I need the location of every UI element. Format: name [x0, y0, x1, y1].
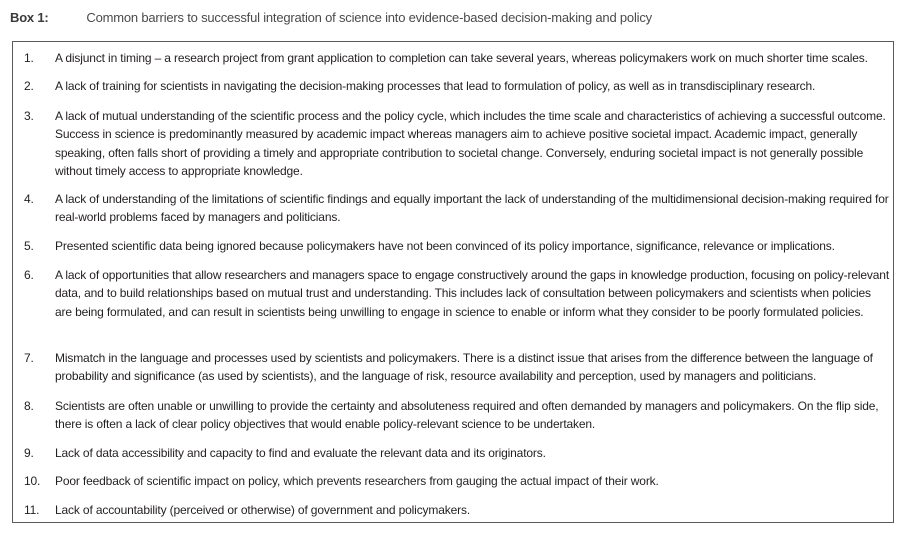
item-number: 8. — [24, 399, 34, 413]
item-number: 3. — [24, 109, 34, 123]
list-item — [13, 266, 893, 321]
item-number: 2. — [24, 79, 34, 93]
item-number: 7. — [24, 351, 34, 365]
item-number: 9. — [24, 446, 34, 460]
item-text: A lack of mutual understanding of the scientific process and the policy cycle, which includes the time scale and characteristics of achieving a successful outcome. Success in science is predominantly measured by academic impact whereas managers aim to achieve positive societal impact. Academic impact, generally speaking, often falls short of providing a timely and appropriate contribution to societal change. Conversely, enduring societal impact is not generally possible without timely access to appropriate knowledge. — [55, 109, 886, 179]
item-text: Mismatch in the language and processes used by scientists and policymakers. There is a distinct issue that arises from the difference between the language of probability and significance (as used by scientists), and the language of risk, resource availability and perception, used by managers and politicians. — [55, 351, 873, 384]
item-number: 1. — [24, 51, 34, 65]
list-item — [13, 190, 893, 227]
item-number: 5. — [24, 239, 34, 253]
box-title: Common barriers to successful integration of science into evidence-based decision-making and policy — [86, 10, 652, 25]
item-text: A lack of training for scientists in navigating the decision-making processes that lead to formulation of policy, as well as in transdisciplinary research. — [55, 79, 816, 93]
item-text: A lack of opportunities that allow researchers and managers space to engage constructively around the gaps in knowledge production, focusing on policy-relevant data, and to build relationships based on mutual trust and understanding. This includes lack of consultation between policymakers and scientists when policies are being formulated, and can result in scientists being unwilling to engage in science to enable or inform what they consider to be poorly formulated policies. — [55, 268, 889, 319]
item-text: A lack of understanding of the limitations of scientific findings and equally important the lack of understanding of the multidimensional decision-making required for real-world problems faced by managers and politicians. — [55, 192, 889, 225]
box-label: Box 1: — [10, 10, 49, 25]
list-item — [13, 444, 893, 462]
list-item — [13, 349, 893, 386]
list-item — [13, 237, 893, 255]
item-number: 4. — [24, 192, 34, 206]
item-text: Scientists are often unable or unwilling to provide the certainty and absoluteness required and often demanded by managers and policymakers. On the flip side, there is often a lack of clear policy objectives that would enable policy-relevant science to be undertaken. — [55, 399, 879, 432]
item-text: Lack of data accessibility and capacity to find and evaluate the relevant data and its originators. — [55, 446, 546, 460]
list-item — [13, 397, 893, 434]
list-item — [13, 501, 893, 519]
box-frame — [12, 41, 894, 523]
list-item — [13, 77, 893, 95]
list-item — [13, 107, 893, 181]
item-number: 10. — [24, 474, 41, 488]
list-item — [13, 49, 893, 67]
list-item — [13, 472, 893, 490]
item-text: Presented scientific data being ignored because policymakers have not been convinced of its policy importance, significance, relevance or implications. — [55, 239, 835, 253]
item-text: A disjunct in timing – a research project from grant application to completion can take several years, whereas policymakers work on much shorter time scales. — [55, 51, 868, 65]
box-header — [10, 9, 652, 27]
item-number: 11. — [24, 503, 40, 517]
item-text: Lack of accountability (perceived or otherwise) of government and policymakers. — [55, 503, 471, 517]
item-text: Poor feedback of scientific impact on policy, which prevents researchers from gauging the actual impact of their work. — [55, 474, 659, 488]
item-number: 6. — [24, 268, 34, 282]
